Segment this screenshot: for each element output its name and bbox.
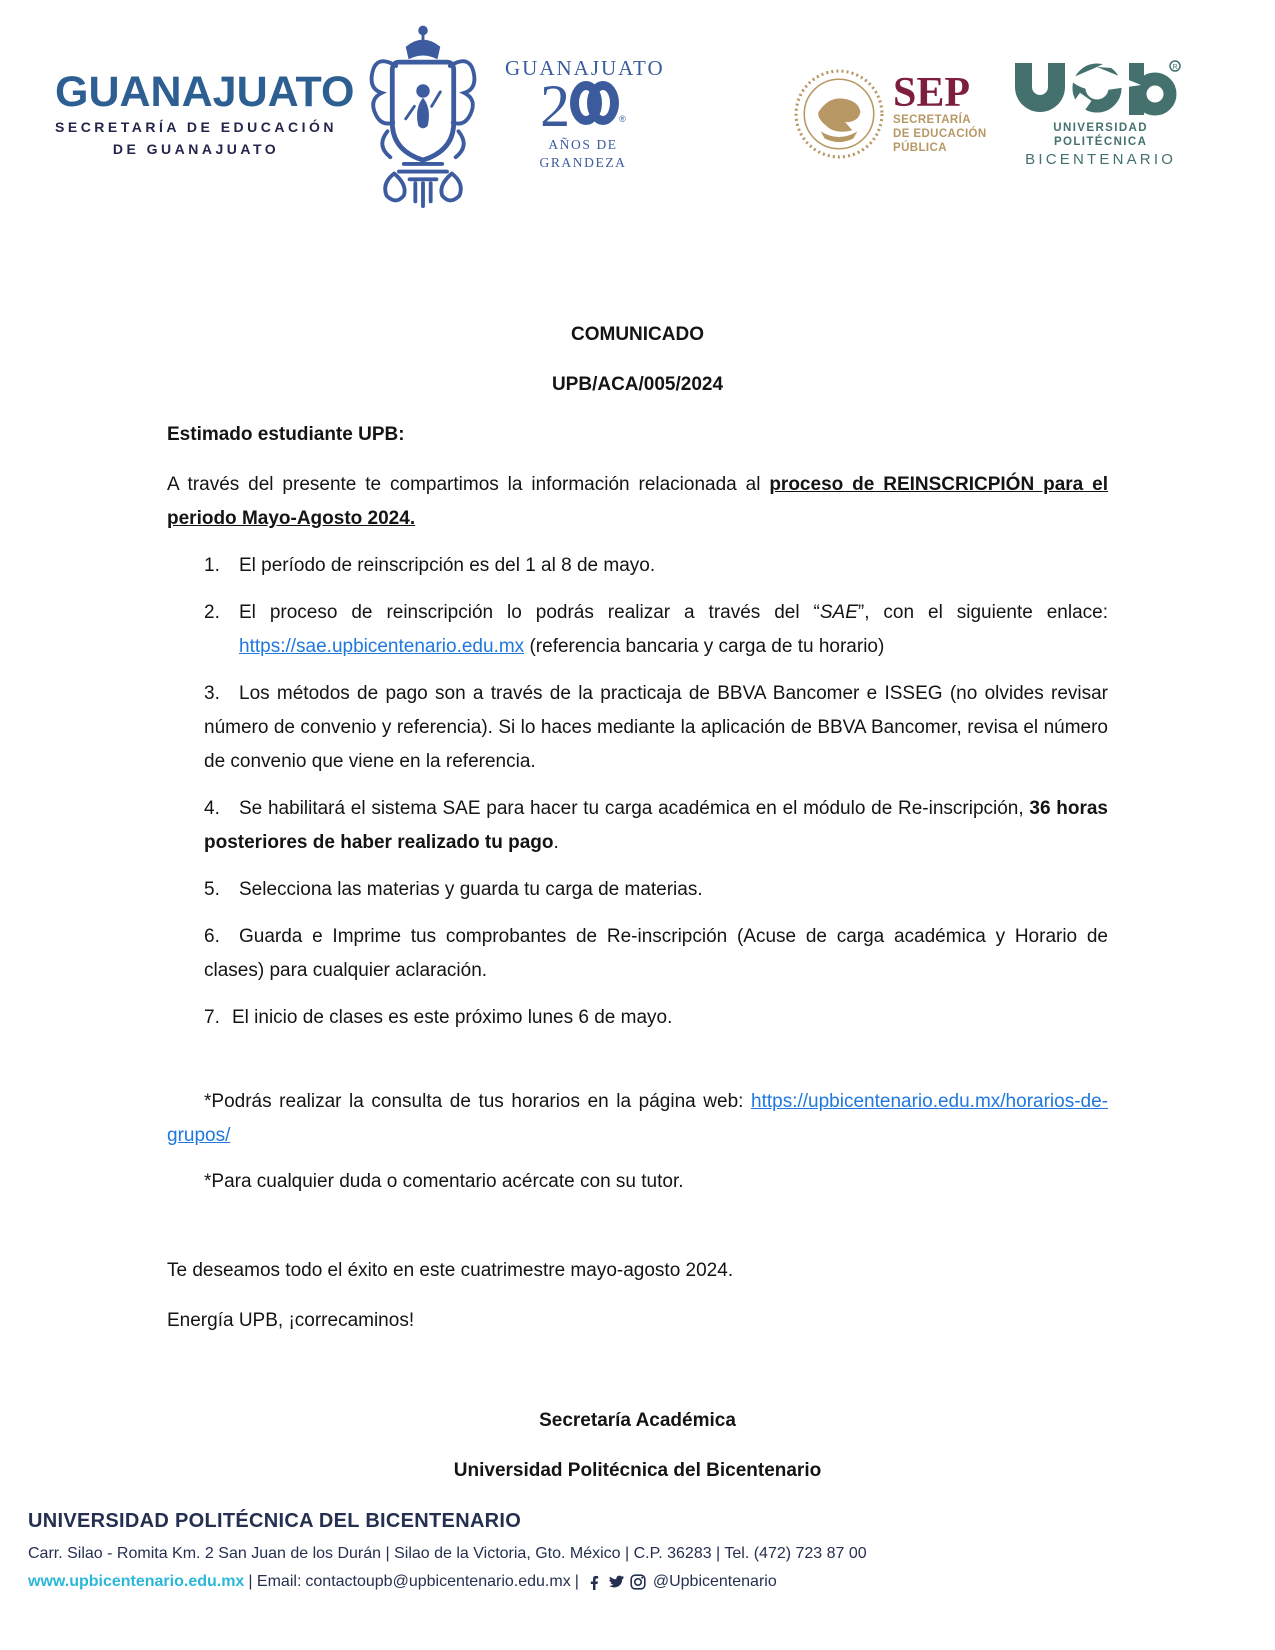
list-item-text: Guarda e Imprime tus comprobantes de Re-inscripción (Acuse de carga académica y Horario de clases) para cualquier aclaración. xyxy=(204,926,1108,981)
g200-digit-two: 2 xyxy=(540,73,571,139)
footer-email-label: | Email: xyxy=(248,1573,302,1590)
note-text: *Podrás realizar la consulta de tus horarios en la página web: xyxy=(204,1091,752,1112)
sae-italic-text: SAE xyxy=(819,602,858,623)
guanajuato-logo xyxy=(55,68,355,159)
upb-line2: BICENTENARIO xyxy=(1025,151,1177,168)
g200-subtitle: AÑOS DE GRANDEZA xyxy=(539,137,627,170)
document-reference: UPB/ACA/005/2024 xyxy=(551,374,724,395)
footer-org-name: UNIVERSIDAD POLITÉCNICA DEL BICENTENARIO xyxy=(28,1510,522,1532)
intro-paragraph xyxy=(167,468,1108,536)
bold-36-horas-text: 36 horas posteriores de haber realizado tu pago xyxy=(204,798,1108,853)
signature-department: Secretaría Académica xyxy=(539,1410,736,1431)
intro-text: A través del presente te compartimos la información relacionada al xyxy=(167,474,770,495)
list-item-text: Selecciona las materias y guarda tu carga de materias. xyxy=(239,879,703,900)
list-item-4 xyxy=(204,792,1108,860)
footer-email: contactoupb@upbicentenario.edu.mx xyxy=(305,1573,571,1590)
list-item-6 xyxy=(204,920,1108,988)
list-item-text: El período de reinscripción es del 1 al 8 de mayo. xyxy=(239,555,656,576)
letter-body xyxy=(0,318,1275,1488)
footer-website-link[interactable]: www.upbicentenario.edu.mx xyxy=(28,1573,245,1590)
list-item-text: ”, con el siguiente enlace: xyxy=(857,602,1109,623)
document-title: COMUNICADO xyxy=(571,324,704,345)
numbered-list xyxy=(167,549,1108,1035)
list-item-text: Se habilitará el sistema SAE para hacer tu carga académica en el módulo de Re-inscripción, xyxy=(239,798,1030,819)
g200-zero-icon xyxy=(587,81,619,125)
list-item-number: 5. xyxy=(204,879,220,900)
list-item-text: . xyxy=(553,832,559,853)
footer-social-icons xyxy=(586,1574,646,1590)
sep-logo xyxy=(793,68,987,160)
guanajuato-200-logo xyxy=(505,56,665,172)
note-horarios xyxy=(167,1085,1108,1153)
twitter-icon[interactable] xyxy=(607,1574,625,1590)
footer-separator: | xyxy=(574,1573,579,1590)
g200-number xyxy=(505,73,661,139)
upb-roadrunner-icon xyxy=(1011,59,1183,119)
list-item-2 xyxy=(204,596,1108,664)
sep-line2: DE EDUCACIÓN xyxy=(893,128,987,140)
closing-motto: Energía UPB, ¡correcaminos! xyxy=(167,1310,415,1331)
sep-line1: SECRETARÍA xyxy=(893,114,971,126)
list-item-text: (referencia bancaria y carga de tu horario) xyxy=(524,636,885,657)
guanajuato-crest-icon xyxy=(355,18,491,210)
list-item-text: Los métodos de pago son a través de la practicaja de BBVA Bancomer e ISSEG (no olvides revisar número de convenio y referencia). Si lo haces mediante la aplicación de BBVA Bancomer, revisa el número de convenio que viene en la referencia. xyxy=(204,683,1108,772)
list-item-number: 7. xyxy=(204,1007,220,1028)
list-item-number: 2. xyxy=(204,602,220,623)
list-item-number: 4. xyxy=(204,798,220,819)
list-item-1 xyxy=(204,549,1108,583)
list-item-5 xyxy=(204,873,1108,907)
g200-title: GUANAJUATO xyxy=(505,56,665,80)
sep-acronym: SEP xyxy=(893,70,971,116)
guanajuato-subtitle-line1: SECRETARÍA DE EDUCACIÓN xyxy=(55,119,337,135)
footer-social-handle: @Upbicentenario xyxy=(652,1573,777,1590)
list-item-number: 6. xyxy=(204,926,220,947)
list-item-text: El inicio de clases es este próximo lunes 6 de mayo. xyxy=(232,1007,673,1028)
list-item-number: 1. xyxy=(204,555,220,576)
list-item-3 xyxy=(204,677,1108,779)
header-logos xyxy=(0,0,1275,218)
horarios-link[interactable]: https://upbicentenario.edu.mx/horarios-de-grupos/ xyxy=(167,1091,1108,1146)
note-tutor: *Para cualquier duda o comentario acércate con su tutor. xyxy=(204,1171,684,1192)
list-item-text: El proceso de reinscripción lo podrás realizar a través del “ xyxy=(239,602,820,623)
sae-link[interactable]: https://sae.upbicentenario.edu.mx xyxy=(239,636,525,657)
upb-logo xyxy=(1011,59,1191,169)
signature-university: Universidad Politécnica del Bicentenario xyxy=(453,1460,822,1481)
guanajuato-wordmark: GUANAJUATO xyxy=(55,68,355,116)
salutation: Estimado estudiante UPB: xyxy=(167,424,405,445)
upb-line1: UNIVERSIDAD POLITÉCNICA xyxy=(1053,122,1148,148)
registered-mark: ® xyxy=(619,114,626,124)
list-item-number: 3. xyxy=(204,683,220,704)
intro-bold-underline-text: proceso de REINSCRICPIÓN para el periodo Mayo-Agosto 2024. xyxy=(167,474,1108,529)
svg-text:R: R xyxy=(1172,64,1178,71)
mexico-eagle-seal-icon xyxy=(793,68,885,160)
sep-line3: PÚBLICA xyxy=(893,142,947,154)
sep-text-block xyxy=(893,70,987,155)
list-item-7 xyxy=(204,1001,1108,1035)
facebook-icon[interactable] xyxy=(586,1574,602,1590)
instagram-icon[interactable] xyxy=(630,1574,646,1590)
guanajuato-subtitle-line2: DE GUANAJUATO xyxy=(112,141,280,157)
footer-address: Carr. Silao - Romita Km. 2 San Juan de los Durán | Silao de la Victoria, Gto. México | C.P. 36283 | Tel. (472) 723 87 00 xyxy=(28,1545,867,1562)
footer-contact-line xyxy=(28,1570,867,1594)
footer xyxy=(28,1508,867,1594)
closing-wishes: Te deseamos todo el éxito en este cuatrimestre mayo-agosto 2024. xyxy=(167,1260,734,1281)
